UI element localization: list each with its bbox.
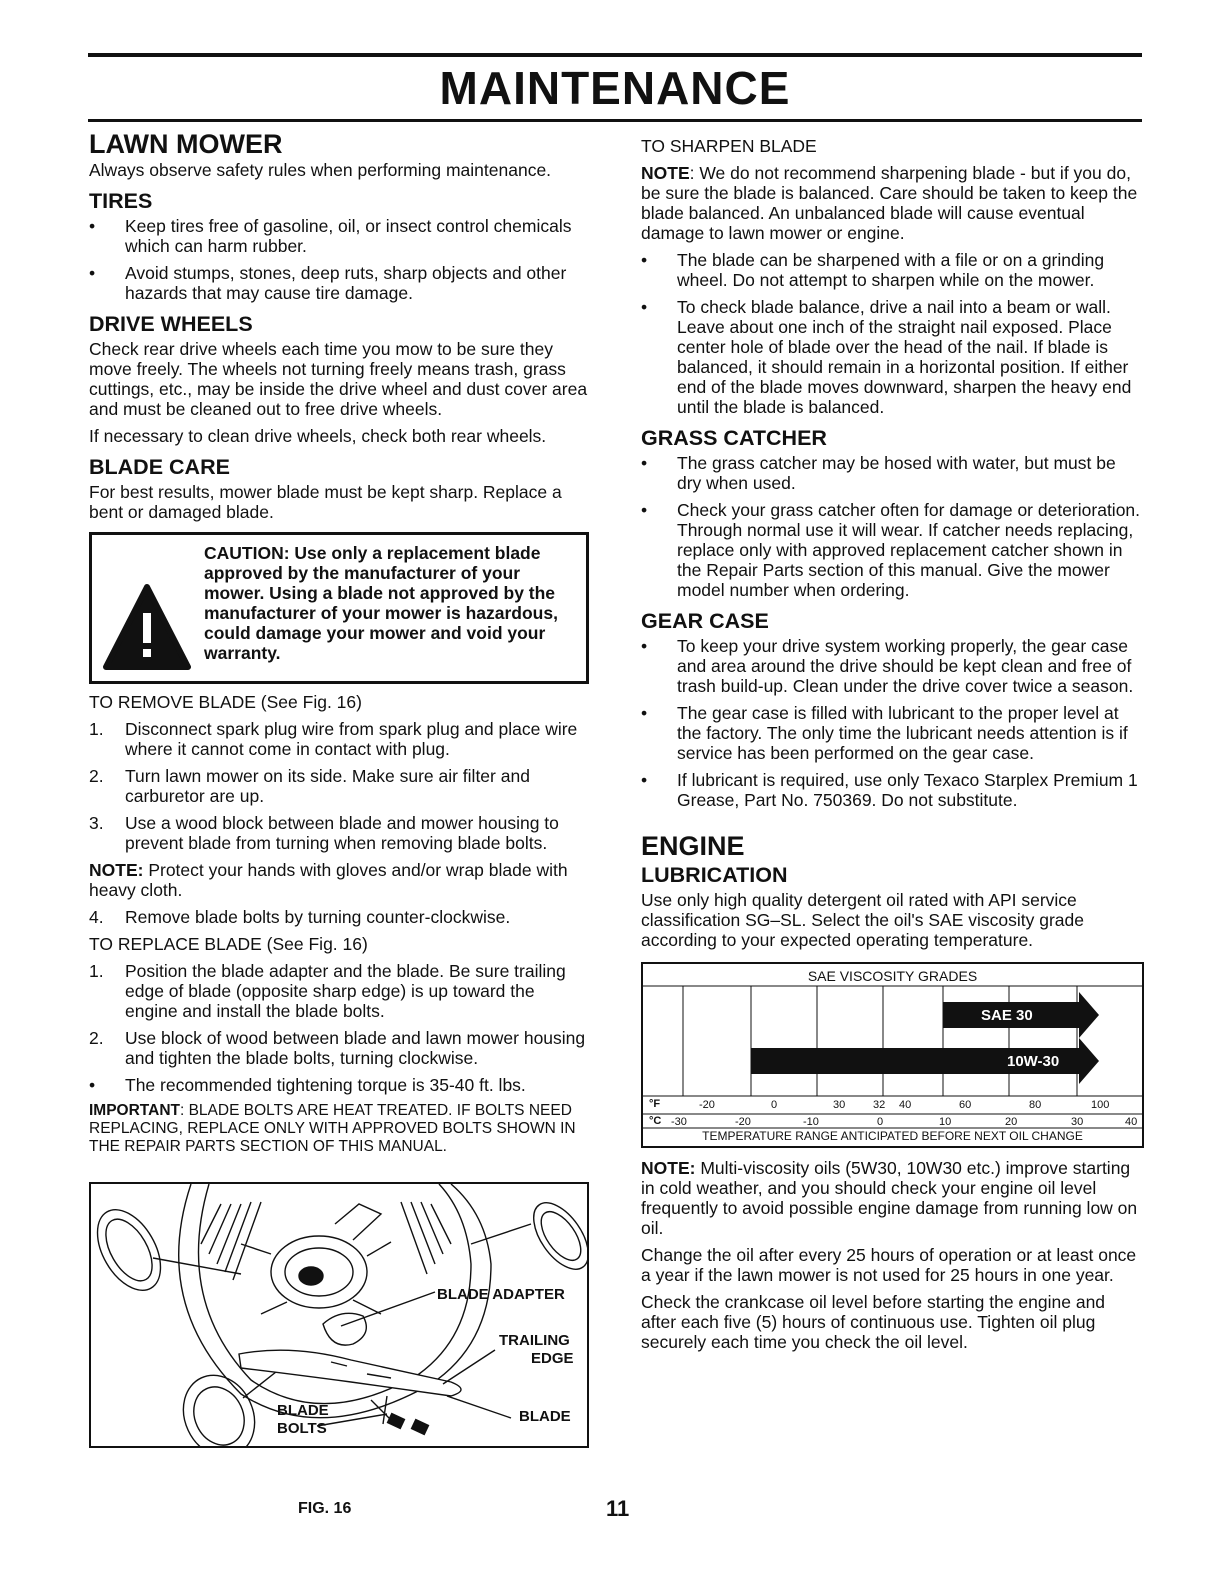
- list-item: 3. Use a wood block between blade and mower housing to prevent blade from turning when removing blade bolts.: [89, 813, 559, 853]
- f-tick: 40: [899, 1099, 912, 1111]
- list-item: • To check blade balance, drive a nail into a beam or wall. Leave about one inch of the straight nail exposed. Place center hole of blade over the head of the nail. If blade is balanced, it should remain in a horizontal position. If either end of the blade moves downward, sharpen the heavy end until the blade is balanced.: [641, 297, 1132, 417]
- list-item: • The grass catcher may be hosed with water, but must be dry when used.: [641, 453, 1116, 493]
- figure-16: [89, 1182, 589, 1448]
- page-title: MAINTENANCE: [439, 62, 791, 114]
- grass-catcher-list: [641, 453, 1144, 600]
- bullet: •: [641, 453, 648, 473]
- blade-adapter-label: BLADE ADAPTER: [437, 1286, 565, 1303]
- oil-change-paragraph: Change the oil after every 25 hours of operation or at least once a year if the lawn mower is not used for 25 hours in one year.: [641, 1245, 1137, 1285]
- engine-heading: ENGINE: [641, 831, 745, 861]
- bullet: •: [641, 703, 648, 723]
- drive-wheels-paragraph: Check rear drive wheels each time you mow to be sure they move freely. The wheels not turning freely means trash, grass cuttings, etc., may be inside the drive wheel and dust cover area and must be cleaned out to free drive wheels.: [89, 339, 588, 419]
- sae30-label: SAE 30: [981, 1007, 1033, 1024]
- drive-wheels-paragraph-2: If necessary to clean drive wheels, check both rear wheels.: [89, 426, 547, 446]
- title-rule: [88, 119, 1142, 122]
- oil-check-paragraph: Check the crankcase oil level before starting the engine and after each five (5) hours of continuous use. Tighten oil plug securely each time you check the oil level.: [641, 1292, 1106, 1352]
- list-item: 1. Position the blade adapter and the blade. Be sure trailing edge of blade (opposite sharp edge) is up toward the engine and install the blade bolts.: [89, 961, 566, 1021]
- tires-list: [89, 216, 589, 303]
- c-tick: 40: [1125, 1116, 1138, 1128]
- bullet: •: [641, 636, 648, 656]
- c-tick: -30: [671, 1116, 687, 1128]
- tires-heading: TIRES: [89, 189, 153, 213]
- important-notice: IMPORTANT: BLADE BOLTS ARE HEAT TREATED. IF BOLTS NEED REPLACING, REPLACE ONLY WITH APPROVED BOLTS SHOWN IN THE REPAIR PARTS SECTION OF THIS MANUAL.: [89, 1102, 576, 1155]
- list-item: 1. Disconnect spark plug wire from spark plug and place wire where it cannot come in contact with plug.: [89, 719, 578, 759]
- blade-care-heading: BLADE CARE: [89, 455, 230, 479]
- multi-viscosity-note: NOTE: Multi-viscosity oils (5W30, 10W30 etc.) improve starting in cold weather, and you should check your engine oil level frequently to avoid possible engine damage from running low on oil.: [641, 1158, 1138, 1238]
- blade-care-paragraph: For best results, mower blade must be kept sharp. Replace a bent or damaged blade.: [89, 482, 562, 522]
- c-tick: -20: [735, 1116, 751, 1128]
- list-item: • Check your grass catcher often for damage or deterioration. Through normal use it will wear. If catcher needs replacing, replace only with approved replacement catcher shown in the Repair Parts section of this manual. Give the mower model number when ordering.: [641, 500, 1141, 600]
- caution-text: CAUTION: Use only a replacement blade approved by the manufacturer of your mower. Using a blade not approved by the manufacturer of your mower is hazardous, could damage your mower and void your warranty.: [204, 543, 558, 663]
- f-tick: 32: [873, 1099, 886, 1111]
- sharpen-note: NOTE: We do not recommend sharpening blade - but if you do, be sure the blade is balanced. Care should be taken to keep the blade balanced. An unbalanced blade will cause eventual damage to lawn mower or engine.: [641, 163, 1138, 243]
- blade-bolts-label-2: BOLTS: [277, 1420, 327, 1437]
- c-tick: 10: [939, 1116, 952, 1128]
- replace-blade-heading: TO REPLACE BLADE (See Fig. 16): [89, 934, 368, 954]
- chart-title: SAE VISCOSITY GRADES: [807, 968, 978, 984]
- list-item: 2. Use block of wood between blade and lawn mower housing and tighten the blade bolts, turning clockwise.: [89, 1028, 586, 1068]
- lawn-mower-intro: Always observe safety rules when performing maintenance.: [89, 160, 552, 180]
- bullet: •: [89, 216, 96, 236]
- list-item: • Avoid stumps, stones, deep ruts, sharp objects and other hazards that may cause tire damage.: [89, 263, 567, 303]
- c-tick: 0: [877, 1116, 884, 1128]
- viscosity-chart-graphic: [643, 964, 1142, 1142]
- blade-assembly-illustration: [91, 1184, 587, 1446]
- lubrication-heading: LUBRICATION: [641, 863, 788, 887]
- sharpen-blade-heading: TO SHARPEN BLADE: [641, 136, 817, 156]
- replace-steps: [89, 961, 589, 1095]
- list-item: • If lubricant is required, use only Texaco Starplex Premium 1 Grease, Part No. 750369. Do not substitute.: [641, 770, 1138, 810]
- c-tick: 30: [1071, 1116, 1084, 1128]
- fahrenheit-label: °F: [649, 1098, 661, 1110]
- top-rule: [88, 53, 1142, 57]
- blade-label: BLADE: [519, 1408, 571, 1425]
- grass-catcher-heading: GRASS CATCHER: [641, 426, 827, 450]
- warning-triangle-icon: [102, 581, 192, 673]
- gear-case-heading: GEAR CASE: [641, 609, 769, 633]
- remove-step-4: [89, 907, 589, 927]
- f-tick: -20: [699, 1099, 715, 1111]
- bullet: •: [89, 263, 96, 283]
- list-item: • The blade can be sharpened with a file or on a grinding wheel. Do not attempt to sharpen while on the mower.: [641, 250, 1105, 290]
- bullet: •: [641, 500, 648, 520]
- c-tick: 20: [1005, 1116, 1018, 1128]
- gear-case-list: [641, 636, 1144, 810]
- chart-footer: TEMPERATURE RANGE ANTICIPATED BEFORE NEXT OIL CHANGE: [702, 1129, 1083, 1143]
- sharpen-list: [641, 250, 1144, 417]
- lubrication-paragraph: Use only high quality detergent oil rated with API service classification SG–SL. Select the oil's SAE viscosity grade according to your expected operating temperature.: [641, 890, 1084, 950]
- celsius-label: °C: [649, 1115, 662, 1127]
- right-column: [641, 128, 1144, 1359]
- sae-viscosity-chart: [641, 962, 1144, 1148]
- protect-hands-note: NOTE: Protect your hands with gloves and/or wrap blade with heavy cloth.: [89, 860, 568, 900]
- f-tick: 100: [1091, 1099, 1110, 1111]
- bullet: •: [641, 297, 648, 317]
- remove-blade-heading: TO REMOVE BLADE (See Fig. 16): [89, 692, 362, 712]
- left-column: [89, 128, 589, 1448]
- list-item: • To keep your drive system working properly, the gear case and area around the drive should be kept clean and free of trash build-up. Clean under the drive cover twice a season.: [641, 636, 1134, 696]
- drive-wheels-heading: DRIVE WHEELS: [89, 312, 253, 336]
- remove-steps: [89, 719, 589, 853]
- page-number: 11: [606, 1496, 630, 1521]
- c-tick: -10: [803, 1116, 819, 1128]
- bullet: •: [641, 250, 648, 270]
- f-tick: 0: [771, 1099, 778, 1111]
- f-tick: 30: [833, 1099, 846, 1111]
- list-item: 2. Turn lawn mower on its side. Make sure air filter and carburetor are up.: [89, 766, 530, 806]
- figure-caption: FIG. 16: [298, 1500, 352, 1517]
- bullet: •: [641, 770, 648, 790]
- list-item: • Keep tires free of gasoline, oil, or insect control chemicals which can harm rubber.: [89, 216, 572, 256]
- blade-bolts-label: BLADE: [277, 1402, 329, 1419]
- list-item: • The gear case is filled with lubricant to the proper level at the factory. The only time the lubricant needs attention is if service has been performed on the gear case.: [641, 703, 1128, 763]
- list-item: • The recommended tightening torque is 35-40 ft. lbs.: [89, 1075, 526, 1095]
- 10w30-label: 10W-30: [1007, 1053, 1060, 1070]
- trailing-edge-label-2: EDGE: [531, 1350, 574, 1367]
- caution-box: [89, 532, 589, 684]
- trailing-edge-label: TRAILING: [499, 1332, 570, 1349]
- list-item: 4. Remove blade bolts by turning counter-clockwise.: [89, 907, 511, 927]
- lawn-mower-heading: LAWN MOWER: [89, 129, 283, 159]
- f-tick: 80: [1029, 1099, 1042, 1111]
- f-tick: 60: [959, 1099, 972, 1111]
